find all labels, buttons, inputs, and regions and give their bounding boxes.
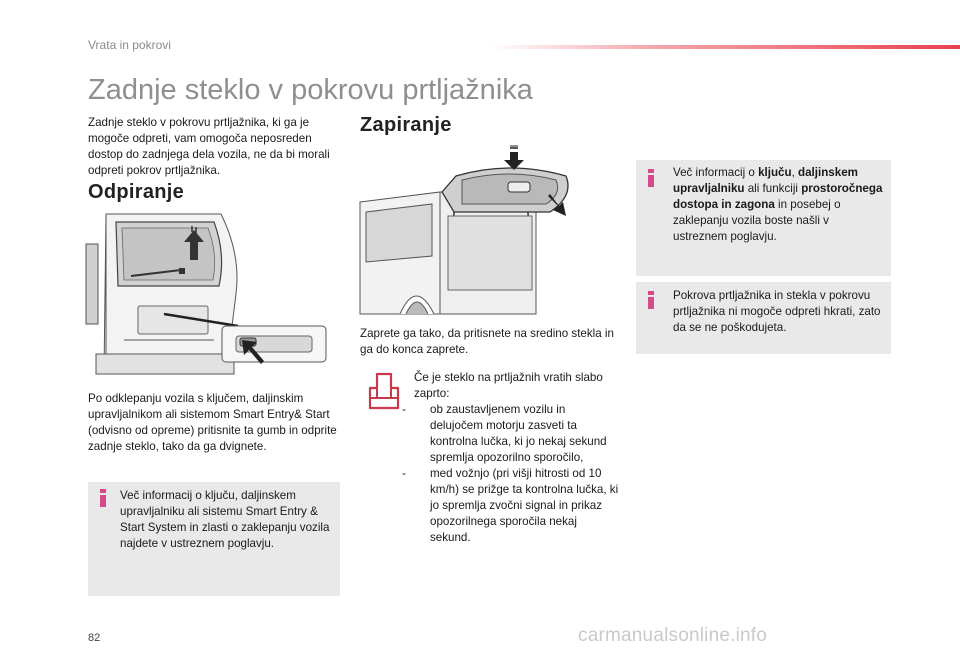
watermark: carmanualsonline.info: [578, 625, 768, 646]
page-title: Zadnje steklo v pokrovu prtljažnika: [88, 74, 533, 106]
header-accent-bar: [490, 45, 960, 49]
info-icon: [648, 291, 654, 309]
page-number: 82: [88, 632, 101, 644]
intro-text: Zadnje steklo v pokrovu prtljažnika, ki ga je mogoče odpreti, vam omogoča neposreden dostop do zadnjega dela vozila, ne da bi morali odpreti pokrov prtljažnika.: [88, 116, 330, 177]
opening-info-box: [88, 482, 340, 596]
closing-heading: Zapiranje: [360, 114, 452, 136]
warning-item: [400, 402, 620, 466]
closing-warning: [402, 370, 620, 546]
info-icon: [100, 489, 106, 507]
warning-intro: Če je steklo na prtljažnih vratih slabo zaprto:: [414, 371, 603, 400]
opening-info-text: Več informacij o ključu, daljinskem upravljalniku ali sistemu Smart Entry & Start System in zlasti o zaklepanju vozila najdete v ustreznem poglavju.: [120, 489, 330, 550]
closing-illustration: [360, 146, 588, 316]
opening-text: Po odklepanju vozila s ključem, daljinskim upravljalnikom ali sistemom Smart Entry& Start (odvisno od opreme) pritisnite ta gumb in odprite zadnje steklo, tako da ga dvignete.: [88, 392, 337, 453]
section-label: Vrata in pokrovi: [88, 38, 171, 52]
keys-info-box: [636, 160, 891, 276]
bullet-dash: -: [402, 467, 406, 480]
keys-info-text: Več informacij o ključu, daljinskem upravljalniku ali funkciji prostoročnega dostopa in zagona in posebej o zaklepanju vozila boste našli v ustreznem poglavju.: [673, 166, 883, 243]
bullet-dash: -: [402, 403, 406, 416]
warning-item: [400, 466, 620, 546]
info-icon: [648, 169, 654, 187]
opening-heading: Odpiranje: [88, 181, 185, 203]
warning-item-text: ob zaustavljenem vozilu in delujočem motorju zasveti ta kontrolna lučka, ki jo nekaj sekund spremlja opozorilno sporočilo,: [430, 403, 607, 464]
tailgate-info-box: [636, 282, 891, 354]
closing-text: Zaprete ga tako, da pritisnete na sredino stekla in ga do konca zaprete.: [360, 327, 614, 356]
opening-illustration: [86, 214, 340, 376]
warning-hand-icon: [367, 372, 401, 412]
tailgate-info-text: Pokrova prtljažnika in stekla v pokrovu prtljažnika ni mogoče odpreti hkrati, zato da se ne poškodujeta.: [673, 289, 881, 334]
warning-item-text: med vožnjo (pri višji hitrosti od 10 km/h) se prižge ta kontrolna lučka, ki jo spremlja zvočni signal in prikaz opozorilnega sporočila nekaj sekund.: [430, 467, 619, 544]
